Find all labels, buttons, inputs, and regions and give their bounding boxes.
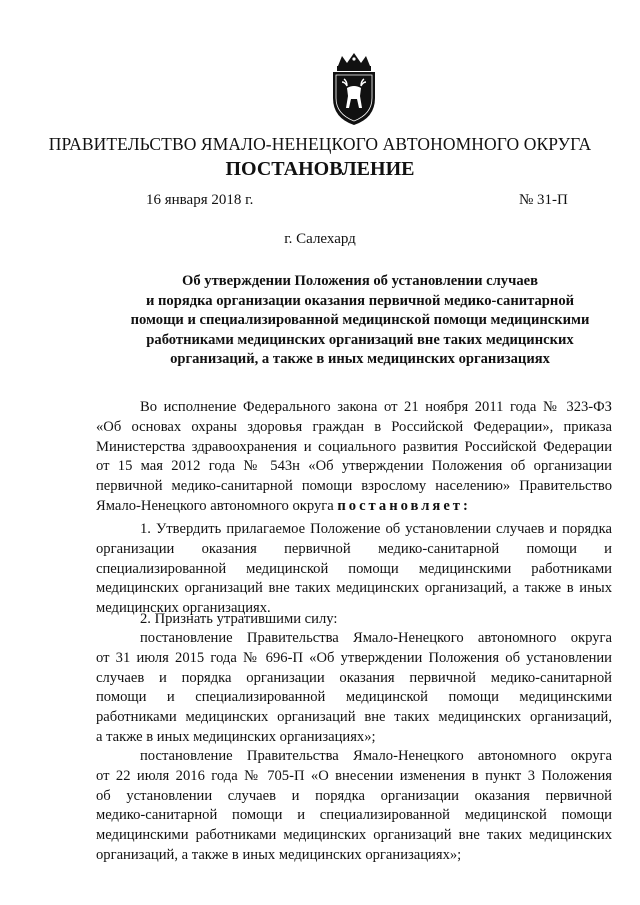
paragraph-line: медицинских организаций вне таких медицинских организаций, а также в иных — [96, 580, 612, 597]
paragraph-line: 1. Утвердить прилагаемое Положение об установлении случаев и порядка — [140, 521, 612, 537]
paragraph-line: специализированной медицинской помощи медицинскими работниками — [96, 560, 612, 577]
paragraph-line: помощи и специализированной медицинской помощи медицинскими — [96, 689, 612, 706]
item-1-paragraph — [96, 520, 612, 619]
paragraph-line: организаций, а также в иных медицинских организациях»; — [96, 846, 462, 863]
paragraph-line: от 22 июля 2016 года № 705-П «О внесении изменения в пункт 3 Положения — [96, 767, 612, 784]
paragraph-line: медико-санитарной помощи и специализированной медицинской помощи — [96, 807, 612, 824]
paragraph-line: организации оказания первичной медико-санитарной помощи и — [96, 540, 612, 557]
paragraph-line: случаев и порядка организации оказания первичной медико-санитарной — [96, 669, 612, 686]
title-line: и порядка организации оказания первичной медико-санитарной — [145, 292, 575, 309]
decree-colon: : — [462, 497, 468, 514]
title-line: Об утверждении Положения об установлении случаев — [182, 273, 538, 289]
paragraph-line: медицинских организациях. — [96, 600, 271, 617]
paragraph-line: об установлении случаев и порядка организации оказания первичной — [96, 787, 612, 804]
paragraph-line: постановление Правительства Ямало-Ненецкого автономного округа — [140, 748, 612, 764]
paragraph-line: от 31 июля 2015 года № 696-П «Об утверждении Положения об установлении — [96, 649, 612, 666]
item-2-heading — [96, 610, 612, 630]
document-type: ПОСТАНОВЛЕНИЕ — [225, 158, 415, 180]
paragraph-line: от 15 мая 2012 года № 543н «Об утверждении Положения об организации — [96, 458, 612, 475]
paragraph-line: Во исполнение Федерального закона от 21 ноября 2011 года № 323-ФЗ — [140, 399, 612, 415]
paragraph-line — [96, 497, 612, 517]
document-city: г. Салехард — [284, 231, 356, 247]
paragraph-line: постановление Правительства Ямало-Ненецкого автономного округа — [140, 630, 612, 646]
decree-prefix: Ямало-Ненецкого автономного округа — [96, 497, 338, 514]
paragraph-line: Министерства здравоохранения и социального развития Российской Федерации — [96, 438, 612, 455]
paragraph-line: «Об основах охраны здоровья граждан в Российской Федерации», приказа — [96, 418, 612, 435]
resolution-2-paragraph — [96, 747, 612, 866]
coat-of-arms-emblem — [328, 52, 380, 126]
document-number: № 31-П — [519, 192, 568, 208]
title-line: помощи и специализированной медицинской помощи медицинскими — [130, 312, 590, 329]
resolution-1-paragraph — [96, 629, 612, 748]
title-line: работниками медицинских организаций вне таких медицинских — [146, 331, 574, 348]
intro-paragraph — [96, 398, 612, 517]
paragraph-line: 2. Признать утратившими силу: — [140, 611, 338, 627]
title-line: организаций, а также в иных медицинских организациях — [170, 351, 550, 368]
government-name: ПРАВИТЕЛЬСТВО ЯМАЛО-НЕНЕЦКОГО АВТОНОМНОГО ОКРУГА — [48, 134, 592, 154]
decree-word: постановляет — [337, 497, 463, 514]
paragraph-line: а также в иных медицинских организациях»; — [96, 728, 376, 745]
paragraph-line: первичной медико-санитарной помощи взрослому населению» Правительство — [96, 478, 612, 495]
document-date: 16 января 2018 г. — [146, 192, 254, 208]
paragraph-line: медицинскими работниками медицинских организаций вне таких медицинских — [96, 827, 612, 844]
paragraph-line: работниками медицинских организаций вне таких медицинских организаций, — [96, 709, 612, 726]
document-title — [100, 272, 620, 370]
